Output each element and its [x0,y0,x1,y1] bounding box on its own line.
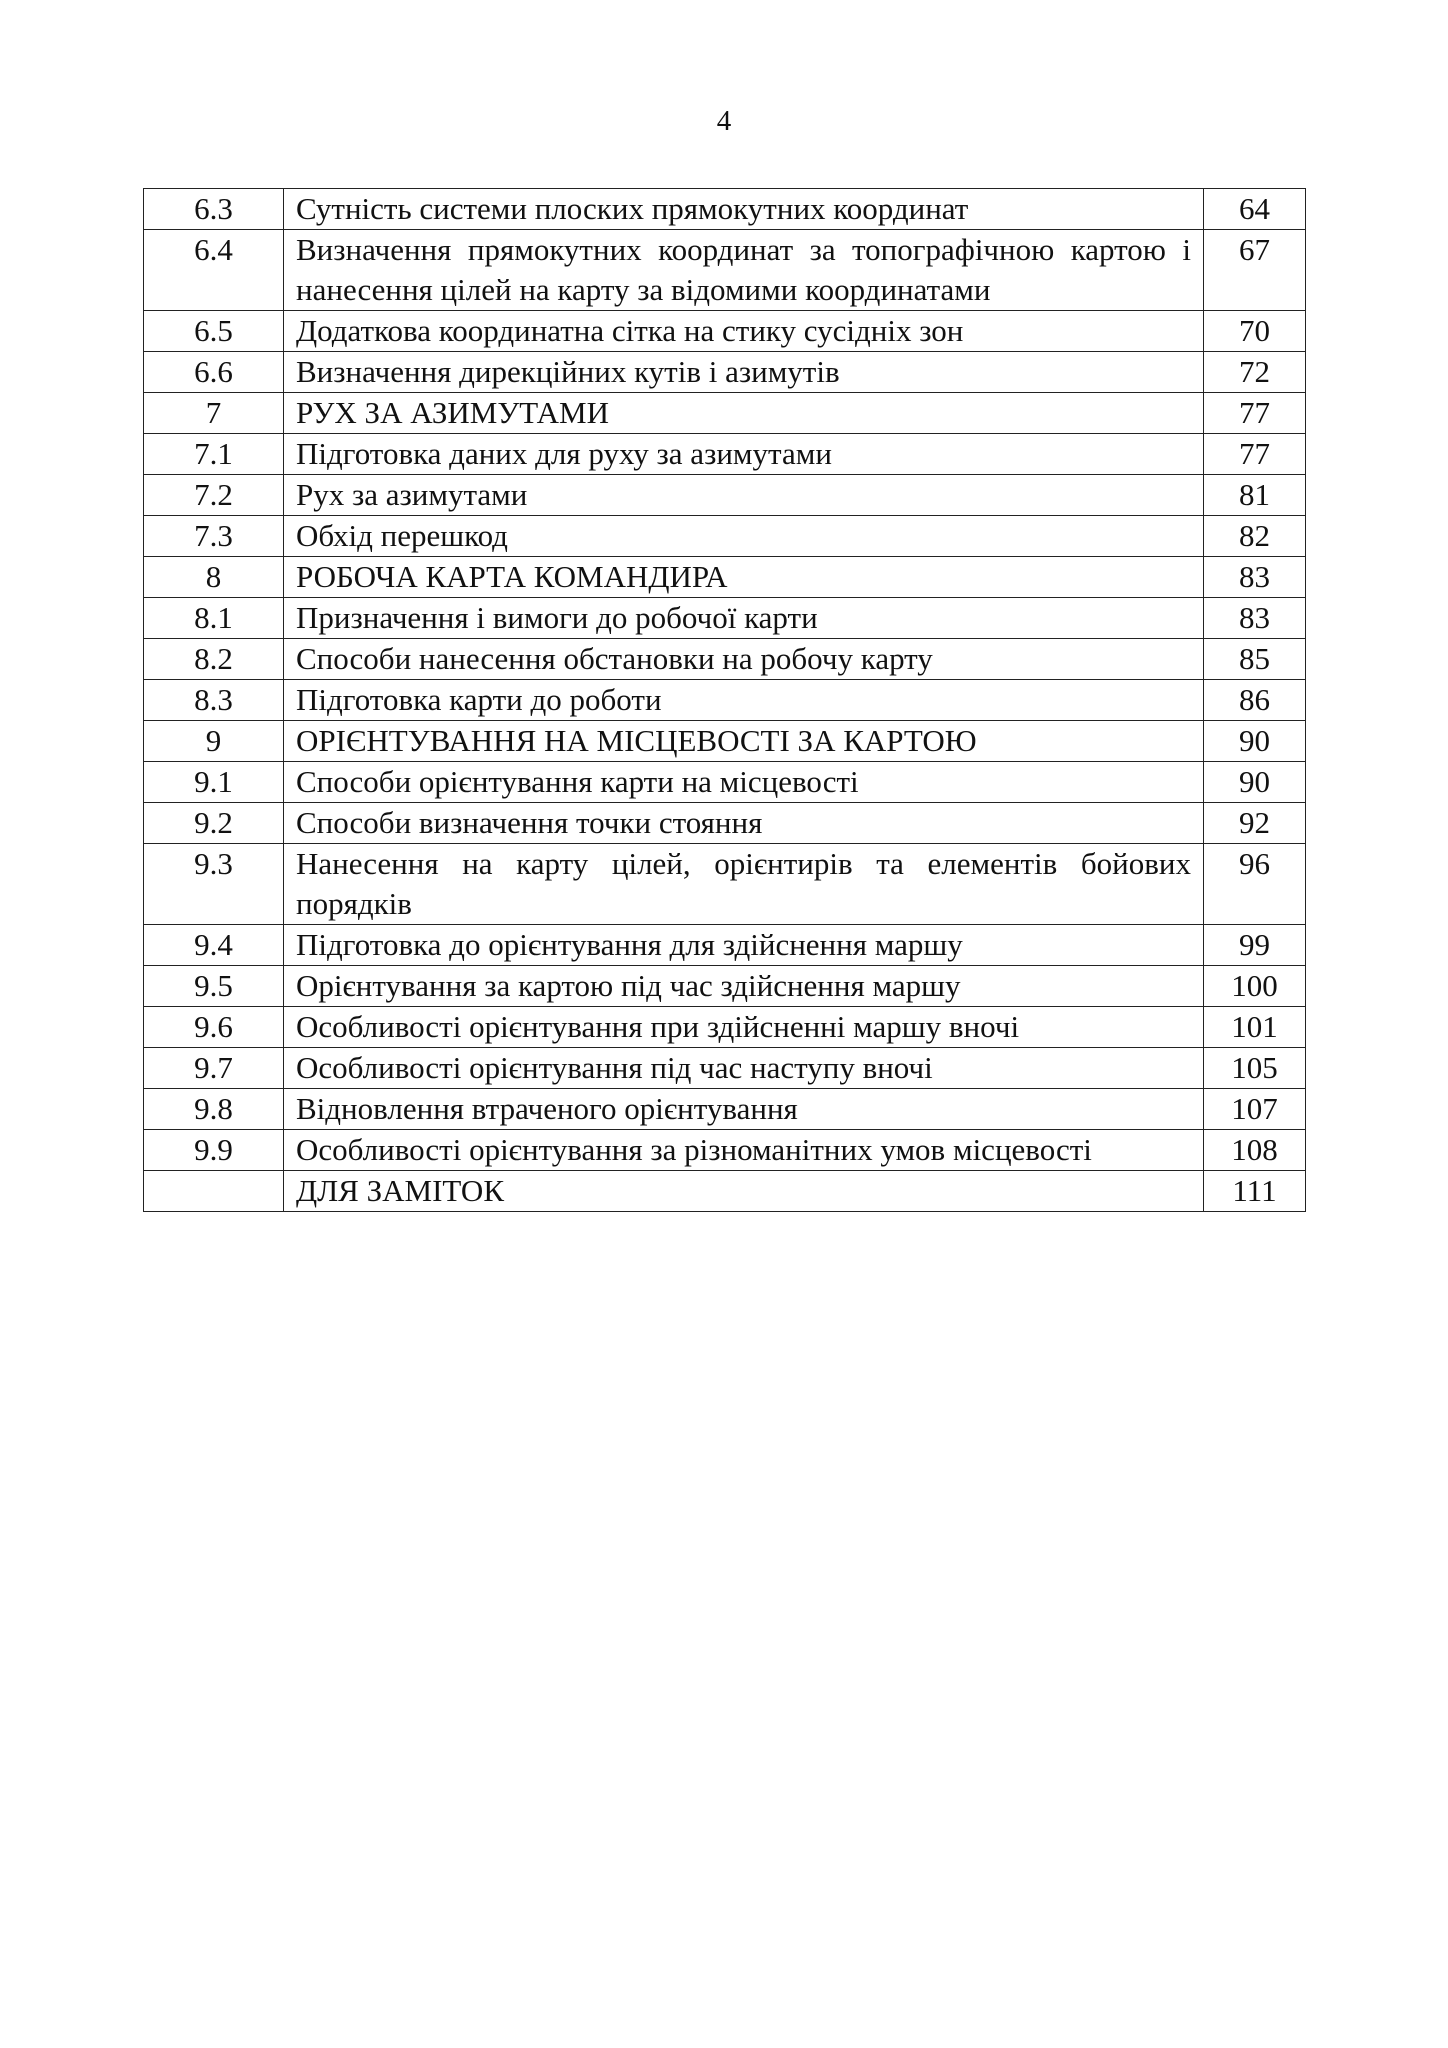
toc-page-number: 81 [1204,475,1306,516]
toc-section-title: Призначення і вимоги до робочої карти [284,598,1204,639]
toc-section-number: 9.5 [144,966,284,1007]
toc-page-number: 90 [1204,762,1306,803]
toc-section-number: 7 [144,393,284,434]
toc-section-title: Способи визначення точки стояння [284,803,1204,844]
toc-page-number: 107 [1204,1089,1306,1130]
toc-row [144,1171,1306,1212]
toc-section-title: Відновлення втраченого орієнтування [284,1089,1204,1130]
toc-row [144,598,1306,639]
toc-row [144,516,1306,557]
toc-section-title: Обхід перешкод [284,516,1204,557]
toc-row [144,1007,1306,1048]
toc-section-number [144,1171,284,1212]
page-number: 4 [716,105,732,137]
toc-row [144,639,1306,680]
toc-page-number: 64 [1204,189,1306,230]
toc-section-number: 9.8 [144,1089,284,1130]
toc-section-title: Способи орієнтування карти на місцевості [284,762,1204,803]
toc-row [144,1048,1306,1089]
toc-section-title: Нанесення на карту цілей, орієнтирів та елементів бойових порядків [284,844,1204,925]
toc-section-title: Підготовка до орієнтування для здійснення маршу [284,925,1204,966]
toc-row [144,1089,1306,1130]
toc-section-title: ОРІЄНТУВАННЯ НА МІСЦЕВОСТІ ЗА КАРТОЮ [284,721,1204,762]
toc-section-title: Сутність системи плоских прямокутних координат [284,189,1204,230]
toc-section-number: 8.1 [144,598,284,639]
toc-section-number: 6.6 [144,352,284,393]
toc-row [144,680,1306,721]
toc-row [144,434,1306,475]
toc-section-number: 9.4 [144,925,284,966]
toc-page-number: 86 [1204,680,1306,721]
toc-section-number: 9 [144,721,284,762]
toc-page-number: 101 [1204,1007,1306,1048]
toc-row [144,557,1306,598]
toc-section-number: 9.9 [144,1130,284,1171]
toc-row [144,1130,1306,1171]
toc-row [144,762,1306,803]
toc-page-number: 108 [1204,1130,1306,1171]
toc-page-number: 72 [1204,352,1306,393]
toc-section-number: 6.3 [144,189,284,230]
toc-section-title: Визначення прямокутних координат за топографічною картою і нанесення цілей на карту за відомими координатами [284,230,1204,311]
toc-row [144,311,1306,352]
toc-section-number: 8 [144,557,284,598]
toc-page-number: 77 [1204,393,1306,434]
toc-row [144,803,1306,844]
toc-section-number: 6.4 [144,230,284,311]
toc-page-number: 83 [1204,598,1306,639]
toc-section-title: РУХ ЗА АЗИМУТАМИ [284,393,1204,434]
toc-section-number: 9.1 [144,762,284,803]
toc-section-title: Додаткова координатна сітка на стику сусідніх зон [284,311,1204,352]
toc-section-number: 9.6 [144,1007,284,1048]
toc-section-number: 8.2 [144,639,284,680]
toc-row [144,844,1306,925]
toc-section-title: Особливості орієнтування за різноманітних умов місцевості [284,1130,1204,1171]
toc-row [144,189,1306,230]
toc-section-number: 8.3 [144,680,284,721]
toc-section-title: ДЛЯ ЗАМІТОК [284,1171,1204,1212]
toc-section-title: Особливості орієнтування при здійсненні маршу вночі [284,1007,1204,1048]
toc-page-number: 111 [1204,1171,1306,1212]
toc-page-number: 70 [1204,311,1306,352]
table-of-contents [143,188,1306,1212]
toc-page-number: 77 [1204,434,1306,475]
toc-page-number: 90 [1204,721,1306,762]
toc-section-number: 7.2 [144,475,284,516]
toc-page-number: 105 [1204,1048,1306,1089]
toc-section-number: 9.2 [144,803,284,844]
toc-page-number: 83 [1204,557,1306,598]
toc-section-title: Підготовка карти до роботи [284,680,1204,721]
toc-section-title: Підготовка даних для руху за азимутами [284,434,1204,475]
toc-page-number: 82 [1204,516,1306,557]
toc-section-title: Визначення дирекційних кутів і азимутів [284,352,1204,393]
toc-section-title: Рух за азимутами [284,475,1204,516]
toc-row [144,230,1306,311]
toc-page-number: 92 [1204,803,1306,844]
toc-section-number: 9.3 [144,844,284,925]
toc-section-title: РОБОЧА КАРТА КОМАНДИРА [284,557,1204,598]
toc-section-number: 9.7 [144,1048,284,1089]
toc-page-number: 100 [1204,966,1306,1007]
toc-page-number: 99 [1204,925,1306,966]
toc-page-number: 67 [1204,230,1306,311]
toc-row [144,721,1306,762]
toc-row [144,925,1306,966]
toc-row [144,393,1306,434]
toc-page-number: 85 [1204,639,1306,680]
toc-body [144,189,1306,1212]
toc-row [144,352,1306,393]
toc-section-title: Особливості орієнтування під час наступу вночі [284,1048,1204,1089]
toc-section-title: Способи нанесення обстановки на робочу карту [284,639,1204,680]
toc-row [144,966,1306,1007]
toc-section-title: Орієнтування за картою під час здійснення маршу [284,966,1204,1007]
toc-row [144,475,1306,516]
toc-section-number: 6.5 [144,311,284,352]
toc-section-number: 7.3 [144,516,284,557]
toc-section-number: 7.1 [144,434,284,475]
toc-page-number: 96 [1204,844,1306,925]
